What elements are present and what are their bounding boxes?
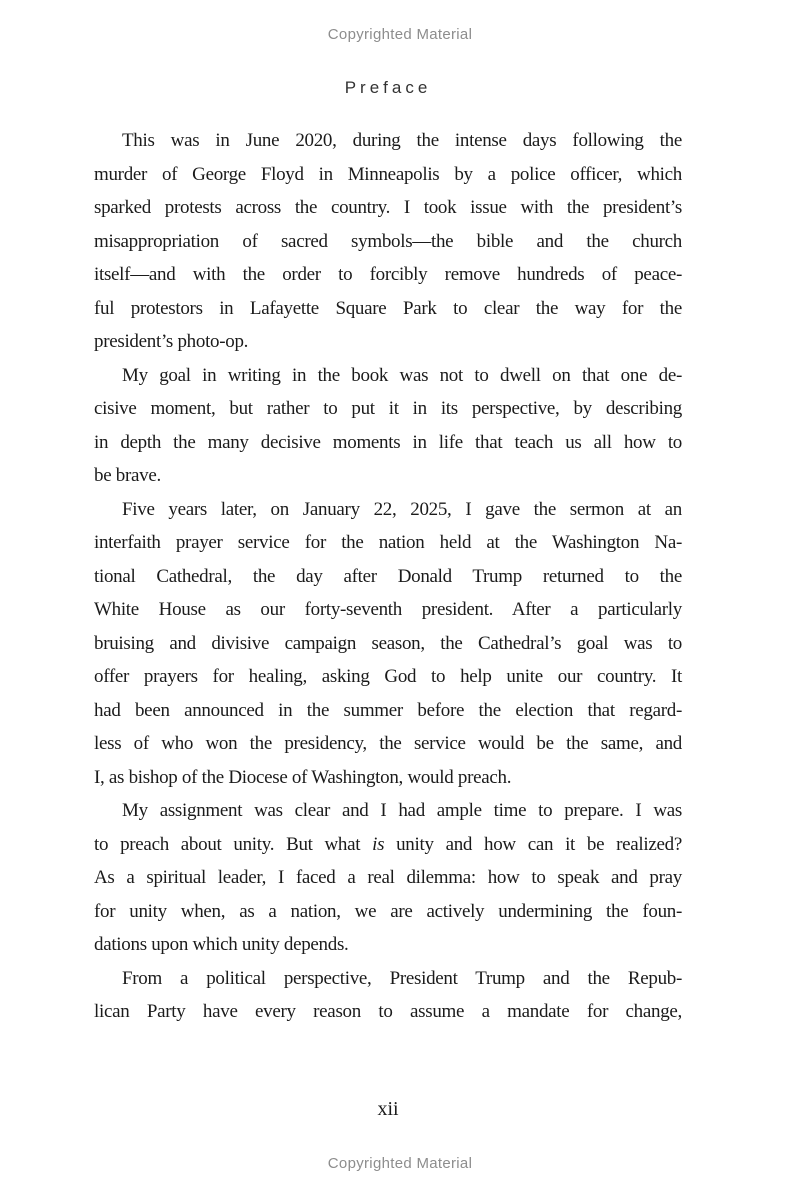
text-run: for unity when, as a nation, we are actively undermining the foun-: [94, 900, 682, 922]
paragraph: [94, 493, 682, 795]
text-run: be brave.: [94, 465, 161, 486]
text-run: offer prayers for healing, asking God to help unite our country. It: [94, 666, 682, 687]
text-line: [94, 761, 682, 795]
body-text: [94, 124, 682, 1029]
text-run: misappropriation of sacred symbols—the bible and the church: [94, 230, 682, 252]
paragraph: [94, 962, 682, 1029]
text-run: From a political perspective, President Trump and the Repub-: [122, 967, 682, 989]
text-line: [94, 459, 682, 493]
copyright-notice-top: Copyrighted Material: [327, 26, 473, 43]
text-run: cisive moment, but rather to put it in its perspective, by describing: [94, 398, 682, 419]
text-run: Five years later, on January 22, 2025, I gave the sermon at an: [122, 498, 682, 520]
text-line: [94, 426, 682, 460]
text-line: [94, 526, 682, 560]
text-line: [94, 627, 682, 661]
text-line: [94, 694, 682, 728]
text-line: [94, 191, 682, 225]
text-run: to preach about unity. But what: [94, 833, 373, 855]
text-run: had been announced in the summer before the election that regard-: [94, 699, 682, 721]
paragraph: [94, 794, 682, 962]
text-run: president’s photo-op.: [94, 331, 249, 352]
text-run: sparked protests across the country. I took issue with the president’s: [94, 197, 682, 218]
text-line: [94, 292, 682, 326]
text-run: unity and how can it be realized?: [384, 833, 682, 855]
text-line: [94, 158, 682, 192]
text-line: [94, 962, 682, 996]
text-run: in depth the many decisive moments in life that teach us all how to: [94, 431, 682, 453]
text-run: tional Cathedral, the day after Donald Trump returned to the: [94, 565, 682, 587]
emphasized-text: is: [372, 833, 385, 855]
text-line: [94, 359, 682, 393]
text-line: [94, 325, 682, 359]
page-number: xii: [377, 1098, 399, 1120]
text-line: [94, 593, 682, 627]
text-run: itself—and with the order to forcibly remove hundreds of peace-: [94, 264, 682, 285]
text-line: [94, 560, 682, 594]
text-run: dations upon which unity depends.: [94, 934, 349, 955]
text-run: My assignment was clear and I had ample time to prepare. I was: [122, 800, 682, 821]
text-line: [94, 828, 682, 862]
text-line: [94, 861, 682, 895]
copyright-notice-bottom: Copyrighted Material: [327, 1155, 473, 1172]
text-run: This was in June 2020, during the intense days following the: [122, 130, 682, 151]
text-line: [94, 258, 682, 292]
text-line: [94, 493, 682, 527]
text-line: [94, 392, 682, 426]
text-run: As a spiritual leader, I faced a real dilemma: how to speak and pray: [94, 867, 682, 888]
text-run: interfaith prayer service for the nation held at the Washington Na-: [94, 532, 682, 553]
text-run: less of who won the presidency, the service would be the same, and: [94, 733, 682, 754]
text-run: ful protestors in Lafayette Square Park to clear the way for the: [94, 297, 682, 319]
text-run: murder of George Floyd in Minneapolis by a police officer, which: [94, 163, 682, 185]
paragraph: [94, 124, 682, 359]
text-line: [94, 660, 682, 694]
text-line: [94, 928, 682, 962]
text-line: [94, 124, 682, 158]
text-run: bruising and divisive campaign season, the Cathedral’s goal was to: [94, 632, 682, 654]
text-line: [94, 225, 682, 259]
text-line: [94, 794, 682, 828]
text-line: [94, 995, 682, 1029]
text-line: [94, 727, 682, 761]
text-line: [94, 895, 682, 929]
text-run: White House as our forty-seventh president. After a particularly: [94, 599, 682, 620]
text-run: I, as bishop of the Diocese of Washington, would preach.: [94, 766, 512, 788]
chapter-title: Preface: [344, 78, 432, 97]
text-run: lican Party have every reason to assume a mandate for change,: [94, 1001, 682, 1022]
text-run: My goal in writing in the book was not to dwell on that one de-: [122, 364, 682, 386]
paragraph: [94, 359, 682, 493]
